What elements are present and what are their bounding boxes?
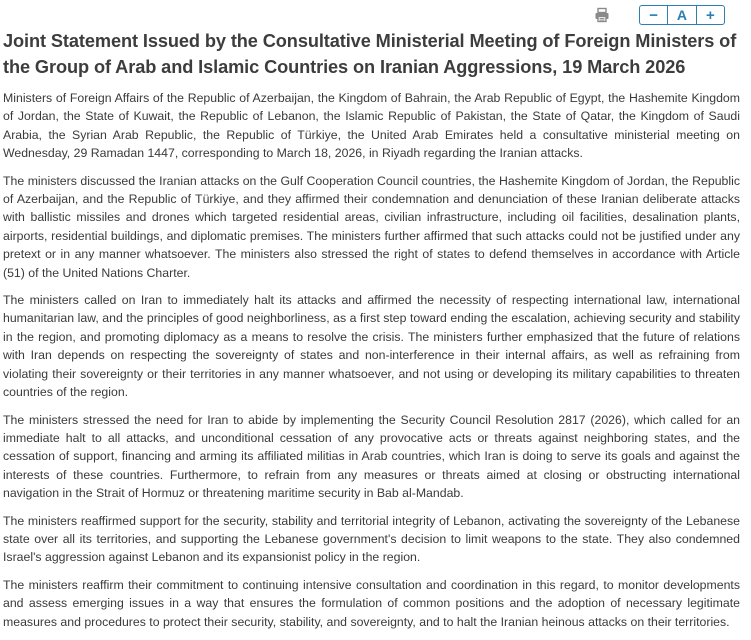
reset-font-button[interactable]: A [667,6,695,24]
decrease-font-button[interactable]: − [649,6,659,24]
article-title: Joint Statement Issued by the Consultative Ministerial Meeting of Foreign Ministers of the Group of Arab and Islamic Countries on Iranian Aggressions, 19 March 2026 [3,31,737,77]
article-paragraph: Ministers of Foreign Affairs of the Republic of Azerbaijan, the Kingdom of Bahrain, the Arab Republic of Egypt, the Hashemite Kingdom of Jordan, the State of Kuwait, the Republic of Lebanon, the Islamic Republic of Pakistan, the State of Qatar, the Kingdom of Saudi Arabia, the Syrian Arab Republic, the Republic of Türkiye, the United Arab Emirates held a consultative ministerial meeting on Wednesday, 29 Ramadan 1447, corresponding to March 18, 2026, in Riyadh regarding the Iranian attacks. [3,91,740,161]
print-button[interactable] [594,7,610,23]
article-paragraph: The ministers reaffirm their commitment to continuing intensive consultation and coordination in this regard, to monitor developments and assess emerging issues in a way that ensures the formulation of common positions and the adoption of necessary legitimate measures and procedures to protect their security, stability, and sovereignty, and to halt the Iranian heinous attacks on their territories. [3,577,740,629]
font-size-control [639,5,725,25]
article-paragraph: The ministers discussed the Iranian attacks on the Gulf Cooperation Council countries, the Hashemite Kingdom of Jordan, the Republic of Azerbaijan, and the Republic of Türkiye, and they affirmed their condemnation and denunciation of these Iranian deliberate attacks with ballistic missiles and drones which targeted residential areas, civilian infrastructure, including oil facilities, desalination plants, airports, residential buildings, and diplomatic premises. The ministers further affirmed that such attacks could not be justified under any pretext or in any manner whatsoever. The ministers also stressed the right of states to defend themselves in accordance with Article (51) of the United Nations Charter. [3,173,740,280]
article-paragraph: The ministers stressed the need for Iran to abide by implementing the Security Council Resolution 2817 (2026), which called for an immediate halt to all attacks, and unconditional cessation of any provocative acts or threats against neighboring states, and the cessation of support, financing and arming its affiliated militias in Arab countries, which Iran is doing to serve its goals and against the interests of these countries. Furthermore, to refrain from any measures or threats aimed at closing or obstructing international navigation in the Strait of Hormuz or threatening maritime security in Bab al-Mandab. [3,412,740,501]
article-toolbar [0,3,751,25]
article-body [3,89,740,640]
article-paragraph: The ministers reaffirmed support for the security, stability and territorial integrity of Lebanon, activating the sovereignty of the Lebanese state over all its territories, and supporting the Lebanese government's decision to limit weapons to the state. They also condemned Israel's aggression against Lebanon and its expansionist policy in the region. [3,513,740,565]
article-paragraph: The ministers called on Iran to immediately halt its attacks and affirmed the necessity of respecting international law, international humanitarian law, and the principles of good neighborliness, as a first step toward ending the escalation, achieving security and stability in the region, and promoting diplomacy as a means to resolve the crisis. The ministers further emphasized that the future of relations with Iran depends on respecting the sovereignty of states and non-interference in their internal affairs, as well as refraining from violating their sovereignty or their territories in any manner whatsoever, and not using or developing its military capabilities to threaten countries of the region. [3,293,740,400]
increase-font-button[interactable]: + [696,6,724,24]
printer-icon [594,7,610,23]
